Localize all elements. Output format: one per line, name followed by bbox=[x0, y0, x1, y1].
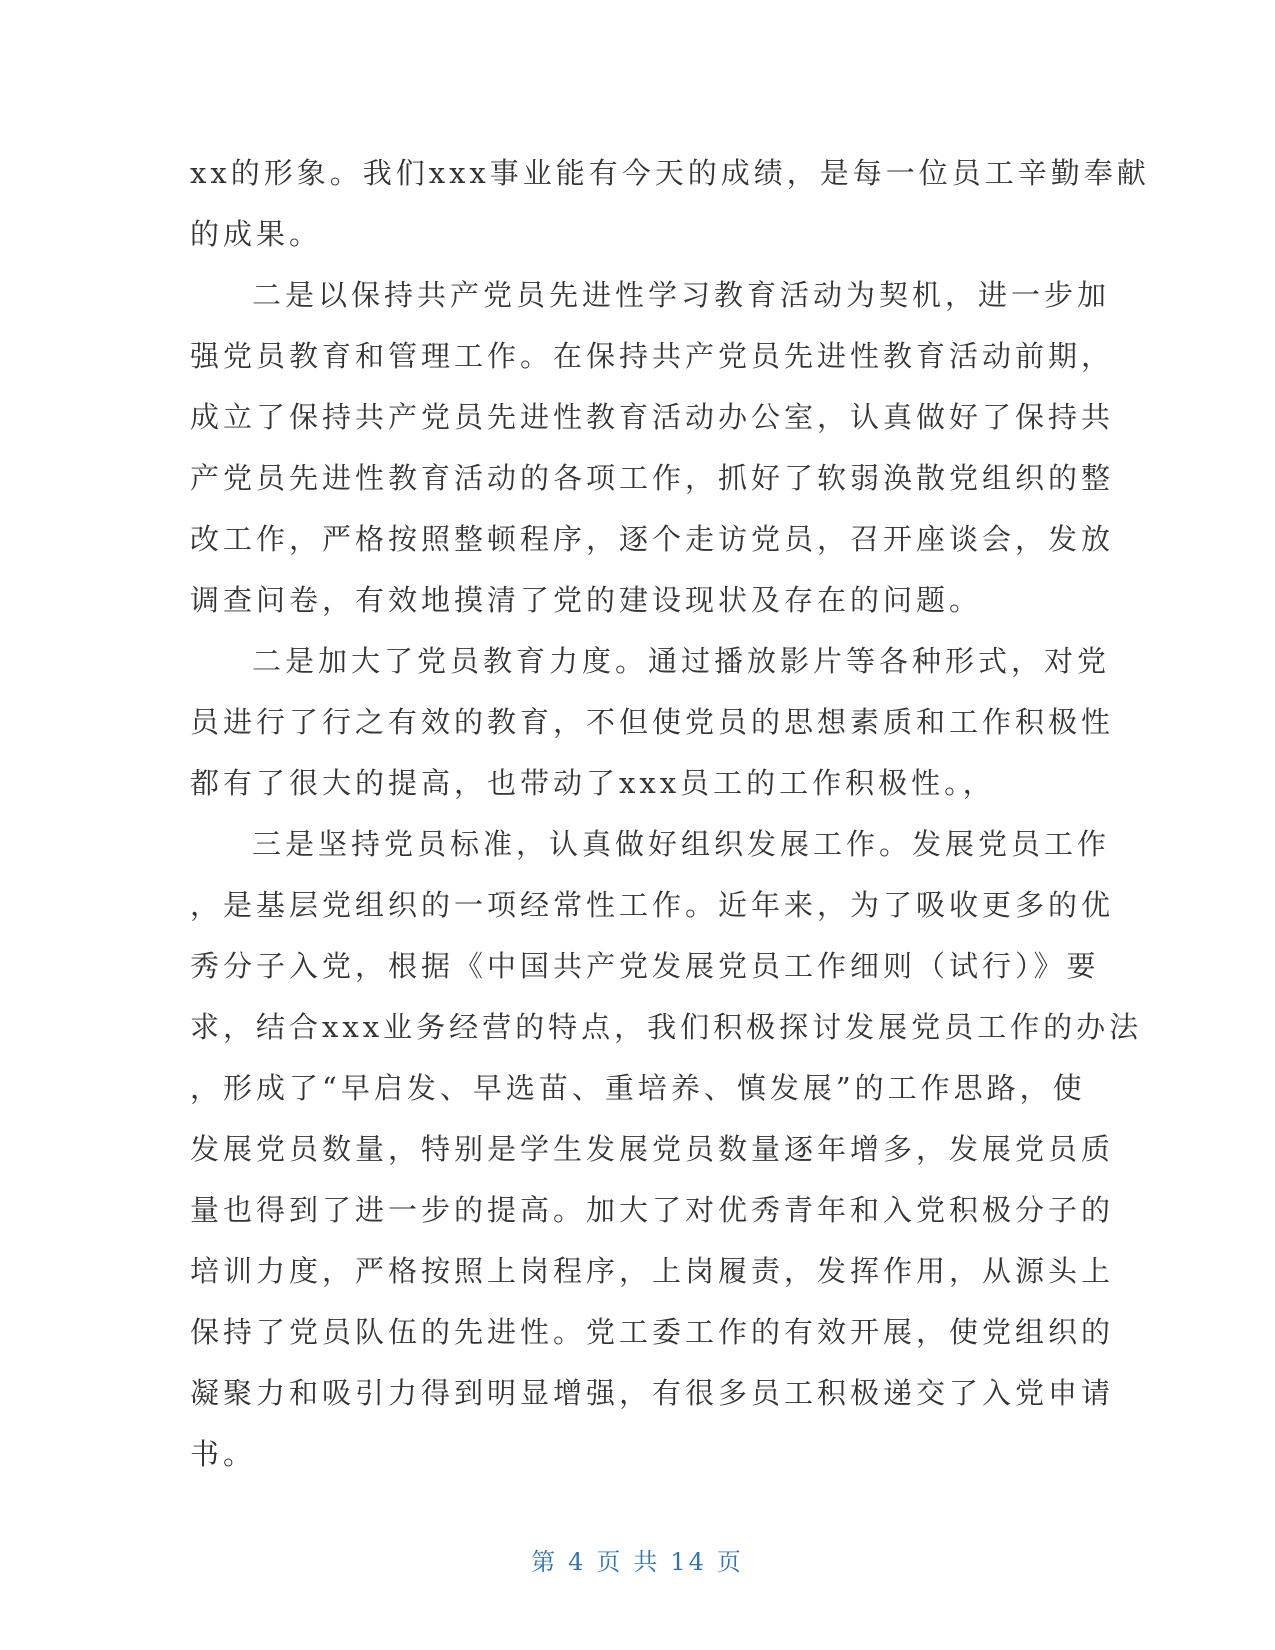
text-line: 产党员先进性教育活动的各项工作，抓好了软弱涣散党组织的整 bbox=[190, 461, 1115, 495]
text-line: 秀分子入党，根据《中国共产党发展党员工作细则（试行）》要 bbox=[190, 949, 1100, 983]
text-line: 成立了保持共产党员先进性教育活动办公室，认真做好了保持共 bbox=[190, 400, 1115, 434]
text-line: 凝聚力和吸引力得到明显增强，有很多员工积极递交了入党申请 bbox=[190, 1376, 1115, 1410]
footer-page-word: 页 bbox=[596, 1548, 624, 1576]
text-line: 书。 bbox=[190, 1437, 257, 1471]
text-line: 培训力度，严格按照上岗程序，上岗履责，发挥作用，从源头上 bbox=[190, 1254, 1115, 1288]
text-line: 的成果。 bbox=[190, 217, 323, 251]
total-page-count: 14 bbox=[670, 1548, 707, 1576]
paragraph-start-line: 二是以保持共产党员先进性学习教育活动为契机，进一步加 bbox=[252, 278, 1111, 312]
text-line: 保持了党员队伍的先进性。党工委工作的有效开展，使党组织的 bbox=[190, 1315, 1115, 1349]
footer-prefix: 第 bbox=[531, 1548, 559, 1576]
text-line: xx的形象。我们xxx事业能有今天的成绩，是每一位员工辛勤奉献 bbox=[190, 156, 1150, 190]
text-line: 发展党员数量，特别是学生发展党员数量逐年增多，发展党员质 bbox=[190, 1132, 1115, 1166]
text-line: 量也得到了进一步的提高。加大了对优秀青年和入党积极分子的 bbox=[190, 1193, 1115, 1227]
text-line: 求，结合xxx业务经营的特点，我们积极探讨发展党员工作的办法 bbox=[190, 1010, 1143, 1044]
text-line: ，形成了“早启发、早选苗、重培养、慎发展”的工作思路，使 bbox=[190, 1071, 1086, 1105]
text-line: 调查问卷，有效地摸清了党的建设现状及存在的问题。 bbox=[190, 583, 983, 617]
text-line: 员进行了行之有效的教育，不但使党员的思想素质和工作积极性 bbox=[190, 705, 1115, 739]
text-line: 强党员教育和管理工作。在保持共产党员先进性教育活动前期， bbox=[190, 339, 1115, 373]
footer-suffix: 页 bbox=[716, 1548, 744, 1576]
text-line: ，是基层党组织的一项经常性工作。近年来，为了吸收更多的优 bbox=[190, 888, 1115, 922]
paragraph-start-line: 二是加大了党员教育力度。通过播放影片等各种形式，对党 bbox=[252, 644, 1111, 678]
current-page-number: 4 bbox=[568, 1548, 587, 1576]
footer-total-word: 共 bbox=[633, 1548, 661, 1576]
document-body bbox=[190, 143, 1150, 1485]
text-line: 都有了很大的提高，也带动了xxx员工的工作积极性。， bbox=[190, 766, 996, 800]
page-footer bbox=[0, 1542, 1275, 1577]
paragraph-start-line: 三是坚持党员标准，认真做好组织发展工作。发展党员工作 bbox=[252, 827, 1111, 861]
text-line: 改工作，严格按照整顿程序，逐个走访党员，召开座谈会，发放 bbox=[190, 522, 1115, 556]
